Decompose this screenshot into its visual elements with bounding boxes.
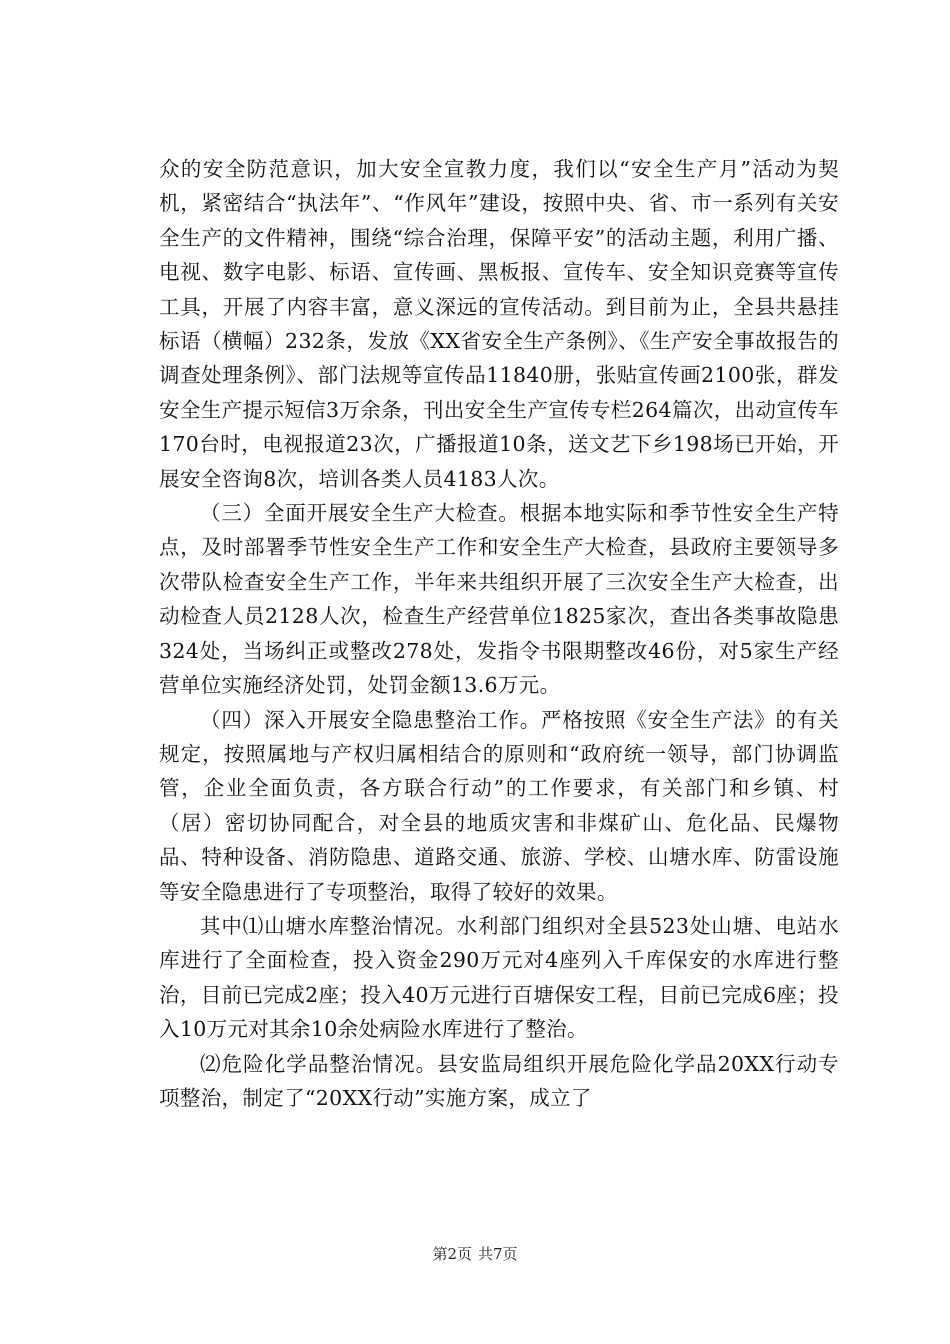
document-body bbox=[159, 152, 839, 1115]
page-number: 第2页 bbox=[432, 1245, 472, 1263]
paragraph-hazardous-chemicals: ⑵危险化学品整治情况。县安监局组织开展危险化学品20XX行动专项整治，制定了“20XX行动”实施方案，成立了 bbox=[159, 1051, 839, 1110]
paragraph-inspection: （三）全面开展安全生产大检查。根据本地实际和季节性安全生产特点，及时部署季节性安全生产工作和安全生产大检查，县政府主要领导多次带队检查安全生产工作，半年来共组织开展了三次安全生产大检查，出动检查人员2128人次，检查生产经营单位1825家次，查出各类事故隐患324处，当场纠正或整改278处，发指令书限期整改46份，对5家生产经营单位实施经济处罚，处罚金额13.6万元。 bbox=[159, 501, 839, 698]
paragraph-reservoir: 其中⑴山塘水库整治情况。水利部门组织对全县523处山塘、电站水库进行了全面检查，投入资金290万元对4座列入千库保安的水库进行整治，目前已完成2座；投入40万元进行百塘保安工程，目前已完成6座；投入10万元对其余10余处病险水库进行了整治。 bbox=[159, 913, 839, 1042]
paragraph-publicity: 众的安全防范意识，加大安全宣教力度，我们以“安全生产月”活动为契机，紧密结合“执法年”、“作风年”建设，按照中央、省、市一系列有关安全生产的文件精神，围绕“综合治理，保障平安”的活动主题，利用广播、电视、数字电影、标语、宣传画、黑板报、宣传车、安全知识竞赛等宣传工具，开展了内容丰富，意义深远的宣传活动。到目前为止，全县共悬挂标语（横幅）232条，发放《XX省安全生产条例》、《生产安全事故报告的调查处理条例》、部门法规等宣传品11840册，张贴宣传画2100张，群发安全生产提示短信3万余条，刊出安全生产宣传专栏264篇次，出动宣传车170台时，电视报道23次，广播报道10条，送文艺下乡198场已开始，开展安全咨询8次，培训各类人员4183人次。 bbox=[159, 157, 839, 491]
paragraph-hazard-rectification: （四）深入开展安全隐患整治工作。严格按照《安全生产法》的有关规定，按照属地与产权归属相结合的原则和“政府统一领导，部门协调监管，企业全面负责，各方联合行动”的工作要求，有关部门和乡镇、村（居）密切协同配合，对全县的地质灾害和非煤矿山、危化品、民爆物品、特种设备、消防隐患、道路交通、旅游、学校、山塘水库、防雷设施等安全隐患进行了专项整治，取得了较好的效果。 bbox=[159, 707, 839, 904]
page-footer bbox=[0, 1243, 950, 1264]
page-total: 共7页 bbox=[478, 1245, 518, 1263]
